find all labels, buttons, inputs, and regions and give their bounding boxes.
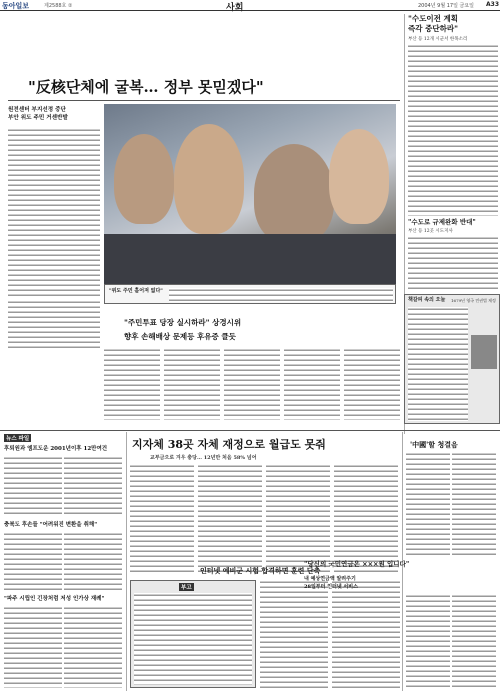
newspaper-logo: 동아일보 [2,2,30,10]
side-mid-sub: 부산 등 12곳 시도지사 [408,229,453,234]
page-number: A33 [486,1,499,8]
sub-headline-2: 향후 손해배상 문제등 후유증 클듯 [124,332,236,341]
right-bottom-sub-1: 내 예상연금액 알려주기 [304,576,356,582]
main-article-column-1b [8,300,100,350]
main-article-column-3 [164,348,220,420]
history-box [404,294,500,424]
news-file-text-1a [4,456,62,516]
side-subline: 부산 등 12개 시군서 한목소리 [408,37,468,42]
news-file-headline-1: 후퇴원과 엠프도운 2001년이후 12만여건 [4,446,108,452]
issue-number: 제2588호 ② [44,3,73,9]
center-text-4 [334,464,398,574]
right-bottom-sub-2: 28일부터 인터넷 서비스 [304,584,358,590]
center-subline: 교부금으로 겨우 충당… 12년만 처음 58% 넘어 [150,455,257,461]
headline-divider [8,100,400,101]
right-bottom-text-1 [406,594,450,688]
right-lower-text-2 [452,452,496,556]
news-file-text-3b [64,606,122,688]
side-headline-1: "수도이전 계획 [408,14,458,23]
side-mid-headline: "수도로 규제완화 반대" [408,218,476,226]
news-file-text-3a [4,606,62,688]
obituary-text [134,593,252,685]
obituary-box [130,580,256,688]
history-box-sub: 1679년 영국 민권법 제정 [451,298,496,303]
right-bottom-headline: "당신의 국민연금은 ×××원 입니다" [304,560,410,568]
section-title: 사회 [226,3,244,13]
right-bottom-text-2 [452,594,496,688]
news-file-tag: 뉴스 파일 [6,436,30,442]
main-subhead-1: 원전센터 부지선정 중단 [8,107,66,113]
center-mid-headline: 인터넷 예비군 시험 합격하면 훈련 단축 [200,566,321,575]
photo-figure [114,134,174,224]
center-headline: 지자체 38곳 자체 재정으로 월급도 못줘 [132,438,326,451]
main-article-column-4 [224,348,280,420]
center-mid-text-2 [332,580,400,688]
publication-date: 2004년 9월 17일 금요일 [418,3,475,9]
news-file-text-2a [4,532,62,590]
center-mid-text-1 [260,580,328,688]
history-portrait [471,335,497,369]
page-header [0,0,500,11]
column-divider [126,432,127,691]
main-headline: "反核단체에 굴복… 정부 못믿겠다" [28,78,264,96]
main-article-column-1 [8,128,100,299]
photo-caption-text [169,288,393,302]
photo-caption-title: "위도 주민 흩어져 없다" [109,288,163,294]
news-file-text-2b [64,532,122,590]
side-mid-article [408,236,498,292]
news-file-headline-2: 충북도 후손들 "어려워진 변환을 취해" [4,522,98,528]
protest-photo [104,104,396,284]
news-file-headline-3: "파주 시립인 긴장처럼 저성 인가상 재례" [4,596,105,602]
sub-headline-1: "주민투표 당장 실시하라" 상경시위 [124,318,242,327]
photo-caption-box [104,284,396,304]
history-box-title: 책갈피 속의 오늘 [408,297,446,303]
main-article-column-5 [284,348,340,420]
center-text-2 [198,464,262,574]
photo-figure [329,129,389,224]
main-subhead-2: 부안 위도 주민 거센반발 [8,115,68,121]
right-lower-text-1 [406,452,450,556]
news-file-text-1b [64,456,122,516]
obituary-tag: 부고 [181,585,192,591]
side-headline-2: 즉각 중단하라" [408,24,458,33]
section-divider [0,430,500,431]
main-article-column-6 [344,348,400,420]
center-text-3 [266,464,330,574]
side-article [408,44,498,216]
center-text-1 [130,464,194,574]
main-article-column-2 [104,348,160,420]
photo-crowd [104,234,396,284]
history-box-text [408,307,468,421]
right-lower-headline: '中國'할 청결음 [410,440,458,449]
photo-figure [254,144,334,244]
photo-figure [174,124,244,234]
